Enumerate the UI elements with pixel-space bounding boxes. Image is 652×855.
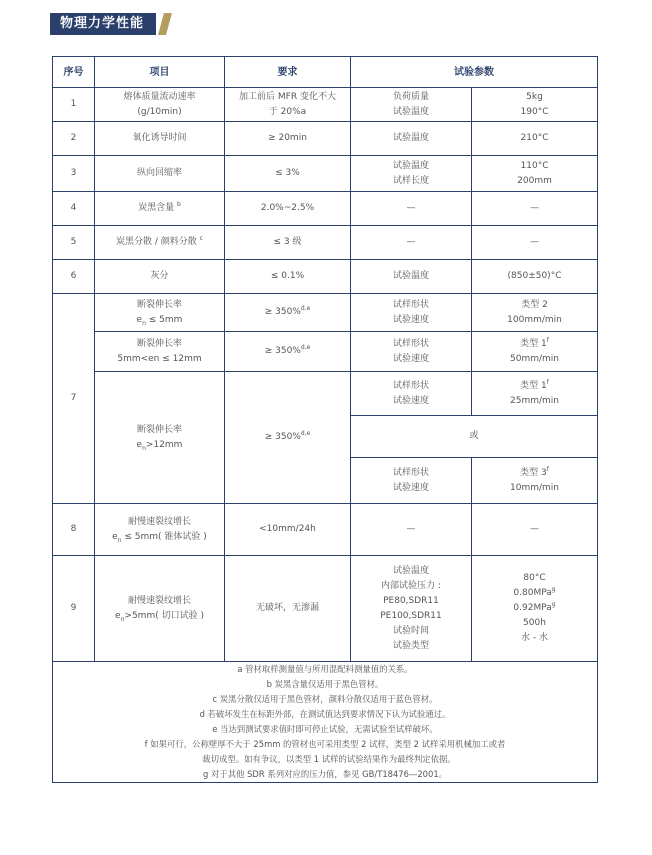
item-range: >5mm( 切口试验 )	[124, 610, 204, 621]
param-line: 试验温度	[392, 106, 429, 117]
row-item	[95, 372, 225, 504]
table-row	[53, 226, 598, 260]
or-separator: 或	[351, 416, 598, 458]
table-row	[53, 156, 598, 192]
row-param-value	[472, 556, 598, 662]
param-line: 试验速度	[392, 353, 429, 364]
value-line	[474, 337, 595, 352]
row-param-value: 210°C	[472, 122, 598, 156]
req-line: 于 20%a	[268, 106, 307, 117]
param-line: 试验速度	[392, 314, 429, 325]
row-item: 氧化诱导时间	[95, 122, 225, 156]
row-param-value	[472, 332, 598, 372]
footnote-mark: f	[546, 465, 549, 473]
row-param-value	[472, 88, 598, 122]
req-text: ≥ 350%	[264, 432, 301, 442]
row-item	[95, 556, 225, 662]
title-accent-slash	[158, 13, 172, 35]
row-param-value	[472, 156, 598, 192]
param-line: 负荷质量	[392, 91, 429, 102]
item-line	[97, 438, 222, 453]
row-seq: 4	[53, 192, 95, 226]
value-line: 100mm/min	[507, 314, 562, 325]
param-line: PE100,SDR11	[380, 610, 442, 621]
table-row	[53, 260, 598, 294]
row-requirement	[225, 332, 351, 372]
item-line	[97, 530, 222, 545]
footnote-mark: g	[551, 586, 556, 593]
item-line: 5mm<en ≤ 12mm	[117, 353, 202, 364]
table-row	[53, 192, 598, 226]
row-requirement: ≤ 3%	[225, 156, 351, 192]
row-param-name	[351, 556, 472, 662]
item-range: ≤ 5mm	[145, 314, 183, 325]
item-line	[97, 609, 222, 624]
param-line: 试验速度	[392, 395, 429, 406]
row-seq: 3	[53, 156, 95, 192]
value-line: 类型 2	[521, 299, 548, 310]
row-seq: 8	[53, 504, 95, 556]
item-line: (g/10min)	[137, 106, 182, 117]
value-text: 类型 1	[520, 380, 547, 391]
row-requirement: ≤ 0.1%	[225, 260, 351, 294]
footnote-mark: g	[551, 601, 556, 608]
value-line	[474, 586, 595, 601]
row-seq: 7	[53, 294, 95, 504]
value-line: 5kg	[526, 91, 543, 102]
param-line: 试验速度	[392, 482, 429, 493]
item-line: 耐慢速裂纹增长	[127, 516, 191, 527]
param-line: 试验温度	[392, 160, 429, 171]
param-line: 试样长度	[392, 175, 429, 186]
row-param-value	[472, 458, 598, 504]
param-line: 试验类型	[392, 640, 429, 651]
row-item	[95, 294, 225, 332]
table-row	[53, 88, 598, 122]
item-subscript: n	[117, 536, 122, 544]
value-text: 0.80MPa	[513, 588, 552, 598]
row-requirement	[225, 294, 351, 332]
row-seq: 9	[53, 556, 95, 662]
row-param-name: 试验温度	[351, 260, 472, 294]
row-seq: 1	[53, 88, 95, 122]
row-item	[95, 226, 225, 260]
value-line	[474, 466, 595, 481]
footnote-mark: c	[199, 235, 203, 242]
param-line: PE80,SDR11	[383, 595, 439, 606]
row-seq: 6	[53, 260, 95, 294]
table-row	[53, 556, 598, 662]
footnote: g 对于其他 SDR 系列对应的压力值，参见 GB/T18476—2001。	[202, 769, 448, 779]
table-row	[53, 504, 598, 556]
param-line: 试验温度	[392, 565, 429, 576]
row-param-value	[472, 294, 598, 332]
table-header-row	[53, 57, 598, 88]
footnote-mark: b	[177, 201, 181, 208]
item-line	[97, 313, 222, 328]
value-text: 类型 3	[520, 467, 547, 478]
row-requirement: ≤ 3 级	[225, 226, 351, 260]
value-line: 25mm/min	[510, 395, 559, 406]
footnote-continuation: 裁切成型。如有争议，以类型 1 试样的试验结果作为最终判定依据。	[202, 754, 456, 764]
row-requirement	[225, 88, 351, 122]
value-line	[474, 601, 595, 616]
row-param-name: —	[351, 226, 472, 260]
item-symbol: e	[115, 610, 121, 621]
footnote: e 当达到测试要求值时即可停止试验，无需试验至试样破坏。	[212, 724, 438, 734]
item-subscript: n	[142, 319, 146, 327]
param-line: 试样形状	[392, 467, 429, 478]
row-item: 灰分	[95, 260, 225, 294]
item-line: 熔体质量流动速率	[123, 91, 196, 102]
item-line: 耐慢速裂纹增长	[127, 595, 191, 606]
notes-row	[53, 662, 598, 783]
value-line: 10mm/min	[510, 482, 559, 493]
param-line: 试样形状	[392, 299, 429, 310]
value-line: 80°C	[523, 573, 546, 583]
table-row	[53, 372, 598, 416]
item-text: 炭黑分散 / 颜料分散	[116, 237, 197, 247]
header-seq: 序号	[53, 57, 95, 88]
row-param-name: —	[351, 504, 472, 556]
item-text: 炭黑含量	[138, 203, 175, 213]
param-line: 试验时间	[392, 625, 429, 636]
item-symbol: e	[112, 531, 118, 542]
param-line: 试样形状	[392, 338, 429, 349]
req-text: ≥ 350%	[264, 346, 301, 356]
row-param-name: —	[351, 192, 472, 226]
item-subscript: n	[142, 444, 146, 452]
row-param-name	[351, 294, 472, 332]
item-line: 断裂伸长率	[136, 424, 182, 435]
row-param-value: —	[472, 192, 598, 226]
value-line: 110°C	[520, 160, 549, 171]
item-symbol: e	[136, 314, 143, 325]
row-item	[95, 192, 225, 226]
row-param-value	[472, 372, 598, 416]
row-param-name: 试验温度	[351, 122, 472, 156]
row-param-name	[351, 372, 472, 416]
param-line: 试样形状	[392, 380, 429, 391]
footnote: d 若破坏发生在标距外部，在测试值达到要求情况下认为试验通过。	[199, 709, 451, 719]
item-line: 断裂伸长率	[136, 299, 182, 310]
row-requirement: 无破坏，无渗漏	[225, 556, 351, 662]
row-param-name	[351, 332, 472, 372]
row-param-name	[351, 88, 472, 122]
footnote: c 炭黑分散仅适用于黑色管材，颜料分散仅适用于蓝色管材。	[212, 694, 438, 704]
value-line: 500h	[523, 618, 546, 628]
row-param-value: —	[472, 504, 598, 556]
footnote: f 如果可行，公称壁厚不大于 25mm 的管材也可采用类型 2 试样，类型 2 试样采用机械加工或者	[144, 739, 506, 749]
row-requirement	[225, 372, 351, 504]
section-title-block	[50, 13, 172, 35]
properties-table	[52, 56, 598, 783]
row-requirement: ≥ 20min	[225, 122, 351, 156]
value-text: 类型 1	[520, 338, 547, 349]
value-line	[474, 379, 595, 394]
row-param-name	[351, 458, 472, 504]
table-row	[53, 332, 598, 372]
header-test-params: 试验参数	[351, 57, 598, 88]
section-title: 物理力学性能	[50, 13, 156, 35]
table-row	[53, 122, 598, 156]
item-range: >12mm	[145, 439, 183, 450]
row-item	[95, 88, 225, 122]
row-item	[95, 504, 225, 556]
footnotes	[53, 662, 598, 783]
footnote: a 管材取样测量值与所用混配料测量值的关系。	[237, 664, 413, 674]
row-param-value: (850±50)°C	[472, 260, 598, 294]
value-line: 200mm	[517, 175, 552, 186]
item-symbol: e	[136, 439, 143, 450]
value-line: 190°C	[520, 106, 549, 117]
param-line: 内部试验压力 :	[381, 580, 441, 591]
value-line: 水 - 水	[521, 633, 548, 643]
item-subscript: n	[120, 615, 125, 623]
header-requirement: 要求	[225, 57, 351, 88]
row-seq: 5	[53, 226, 95, 260]
footnote: b 炭黑含量仅适用于黑色管材。	[266, 679, 384, 689]
footnote-mark: d,e	[300, 344, 311, 351]
req-text: ≥ 350%	[264, 307, 301, 317]
row-item	[95, 332, 225, 372]
row-requirement: <10mm/24h	[225, 504, 351, 556]
footnote-mark: f	[546, 378, 549, 386]
req-line: 加工前后 MFR 变化不大	[239, 91, 336, 102]
row-param-name	[351, 156, 472, 192]
row-item: 纵向回缩率	[95, 156, 225, 192]
item-range: ≤ 5mm( 锥体试验 )	[121, 531, 207, 542]
footnote-mark: f	[546, 336, 549, 344]
header-item: 项目	[95, 57, 225, 88]
table-row	[53, 294, 598, 332]
value-line: 50mm/min	[510, 353, 559, 364]
row-requirement: 2.0%~2.5%	[225, 192, 351, 226]
footnote-mark: d,e	[300, 430, 311, 437]
item-line: 断裂伸长率	[136, 338, 182, 349]
footnote-mark: d,e	[300, 305, 311, 312]
row-seq: 2	[53, 122, 95, 156]
row-param-value: —	[472, 226, 598, 260]
value-text: 0.92MPa	[513, 603, 552, 613]
